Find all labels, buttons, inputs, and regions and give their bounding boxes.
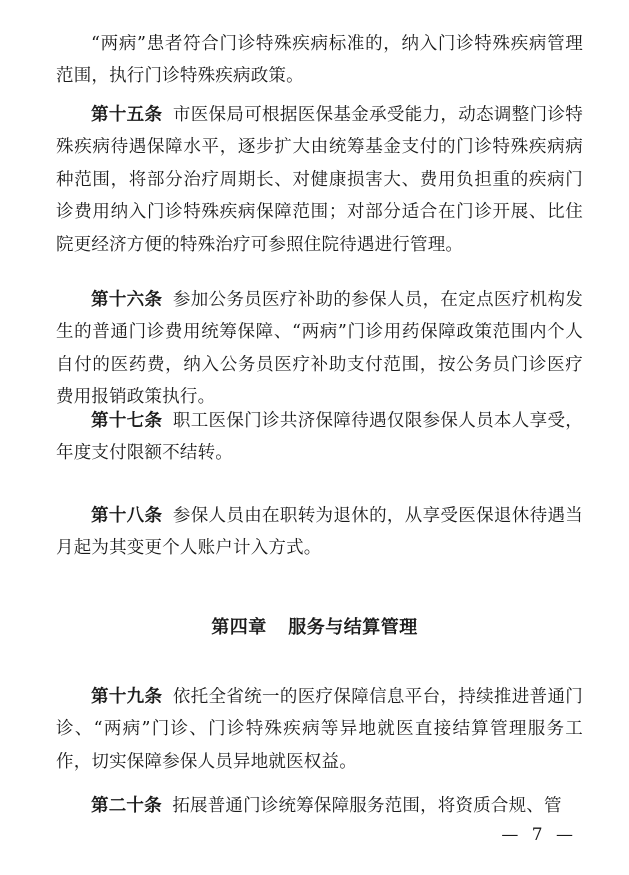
article-title: 第十六条 <box>91 290 163 310</box>
chapter-title: 服务与结算管理 <box>288 617 418 638</box>
article-text: 拓展普通门诊统筹保障服务范围，将资质合规、管 <box>172 796 562 816</box>
article-17 <box>56 405 583 470</box>
paragraph-text: “两病”患者符合门诊特殊疾病标准的，纳入门诊特殊疾病管理范围，执行门诊特殊疾病政策。 <box>56 34 583 87</box>
article-15 <box>56 99 583 261</box>
article-text: 依托全省统一的医疗保障信息平台，持续推进普通门诊、“两病”门诊、门诊特殊疾病等异地就医直接结算管理服务工作，切实保障参保人员异地就医权益。 <box>56 687 583 772</box>
article-19 <box>56 681 583 778</box>
page-number: — 7 — <box>501 825 577 845</box>
article-20 <box>56 790 583 822</box>
article-text: 市医保局可根据医保基金承受能力，动态调整门诊特殊疾病待遇保障水平，逐步扩大由统筹基金支付的门诊特殊疾病病种范围，将部分治疗周期长、对健康损害大、费用负担重的疾病门诊费用纳入门诊特殊疾病保障范围；对部分适合在门诊开展、比住院更经济方便的特殊治疗可参照住院待遇进行管理。 <box>56 105 583 255</box>
article-text: 参保人员由在职转为退休的，从享受医保退休待遇当月起为其变更个人账户计入方式。 <box>56 506 583 559</box>
article-title: 第十五条 <box>91 105 163 125</box>
article-18 <box>56 500 583 565</box>
article-title: 第十九条 <box>91 687 163 707</box>
chapter-number: 第四章 <box>211 617 267 638</box>
article-16 <box>56 284 583 414</box>
paragraph-continuation <box>56 28 583 93</box>
chapter-heading <box>0 612 629 644</box>
article-title: 第二十条 <box>91 796 162 816</box>
article-title: 第十八条 <box>91 506 163 526</box>
article-title: 第十七条 <box>91 411 163 431</box>
article-text: 职工医保门诊共济保障待遇仅限参保人员本人享受，年度支付限额不结转。 <box>56 411 583 464</box>
article-text: 参加公务员医疗补助的参保人员，在定点医疗机构发生的普通门诊费用统筹保障、“两病”门诊用药保障政策范围内个人自付的医药费，纳入公务员医疗补助支付范围，按公务员门诊医疗费用报销政策执行。 <box>56 290 583 408</box>
